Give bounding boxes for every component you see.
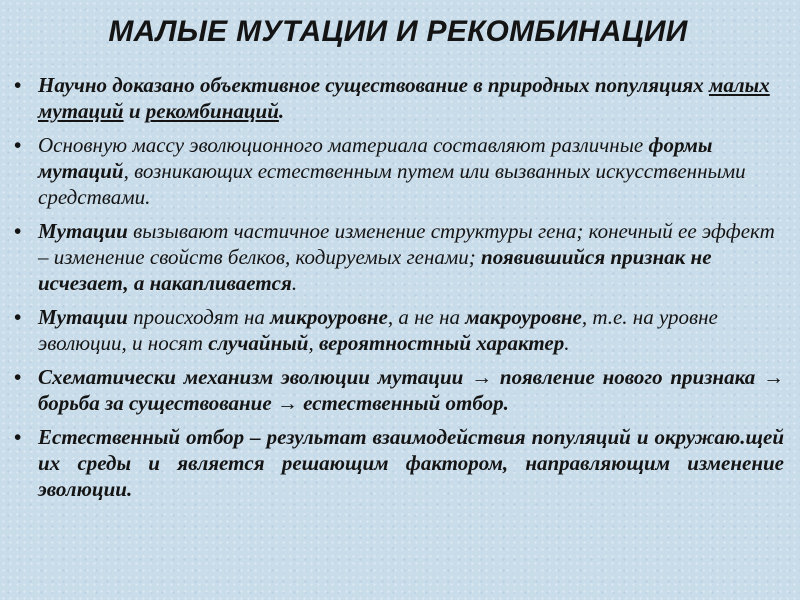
bullet-term: рекомбинаций	[145, 99, 279, 123]
bullet-text: .	[564, 331, 570, 355]
bullet-term: формы мутаций	[38, 133, 713, 183]
bullet-list	[12, 72, 784, 502]
bullet-item	[12, 132, 784, 210]
bullet-text: .	[291, 271, 298, 295]
bullet-text: Схематически механизм эволюции мутации → появление нового признака → борьба за существование → естественный отбор.	[38, 365, 784, 415]
bullet-term: случайный	[208, 331, 309, 355]
bullet-text: Основную массу эволюционного материала составляют различные	[38, 133, 649, 157]
bullet-text: Научно доказано объективное существование в природных популяциях	[38, 73, 709, 97]
bullet-text: происходят на	[127, 305, 271, 329]
bullet-term: макроуровне	[465, 305, 582, 329]
bullet-text: вызывают частичное изменение структуры гена; конечный ее эффект – изменение свойств белков, кодируемых генами;	[38, 219, 775, 269]
bullet-text: и	[123, 99, 146, 123]
bullet-term: малых мутаций	[38, 73, 770, 123]
bullet-text: Естественный отбор – результат взаимодействия популяций и окружаю.щей их среды и является решающим фактором, направляющим изменение эволюции.	[38, 425, 784, 501]
bullet-text: , т.е. на уровне эволюции, и носят	[38, 305, 718, 355]
bullet-text: .	[278, 99, 285, 123]
bullet-item	[12, 424, 784, 502]
bullet-item	[12, 72, 784, 124]
bullet-item	[12, 304, 784, 356]
bullet-term: Мутации	[38, 219, 128, 243]
bullet-item	[12, 218, 784, 296]
bullet-term: Мутации	[38, 305, 128, 329]
bullet-text: ,	[308, 331, 319, 355]
slide-title: МАЛЫЕ МУТАЦИИ И РЕКОМБИНАЦИИ	[108, 15, 688, 48]
bullet-text: , возникающих естественным путем или вызванных искусственными средствами.	[38, 159, 746, 209]
bullet-term: микроуровне	[270, 305, 388, 329]
bullet-term: вероятностный характер	[318, 331, 565, 355]
bullet-term: появившийся признак не исчезает, а накапливается	[38, 245, 712, 295]
bullet-item	[12, 364, 784, 416]
bullet-text: , а не на	[387, 305, 466, 329]
